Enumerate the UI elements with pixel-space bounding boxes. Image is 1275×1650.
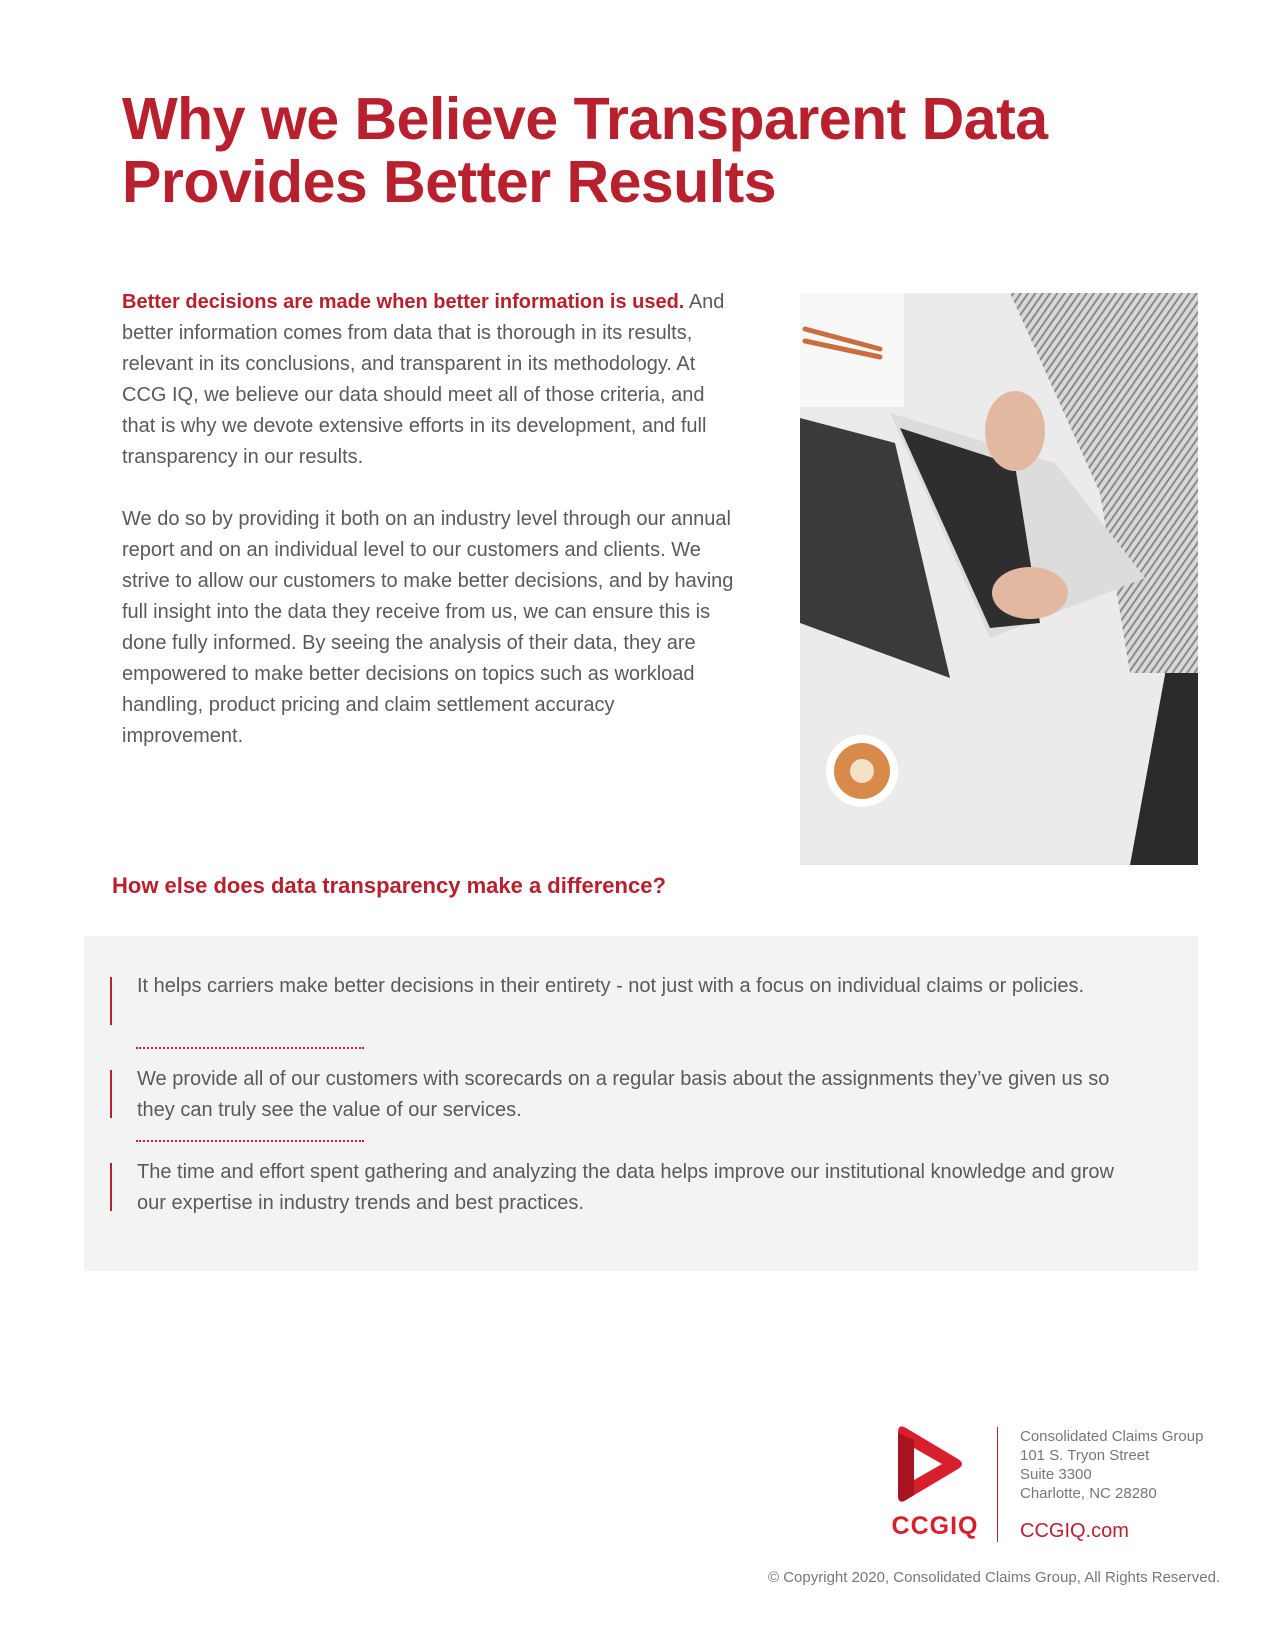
bullet-accent-bar xyxy=(110,977,112,1025)
intro-paragraph-2: We do so by providing it both on an industry level through our annual report and on an individual level to our customers and clients. We strive to allow our customers to make better decisions, and by having full insight into the data they receive from us, we can ensure this is done fully informed. By seeing the analysis of their data, they are empowered to make better decisions on topics such as workload handling, product pricing and claim settlement accuracy improvement. xyxy=(122,508,734,747)
address-street: 101 S. Tryon Street xyxy=(1020,1447,1150,1464)
title-line-1: Why we Believe Transparent Data xyxy=(122,86,1048,152)
website-link[interactable]: CCGIQ.com xyxy=(1020,1520,1129,1542)
section-heading: How else does data transparency make a difference? xyxy=(112,873,666,898)
dotted-divider xyxy=(136,1047,364,1049)
page-title xyxy=(122,88,1122,214)
bullet-accent-bar xyxy=(110,1163,112,1211)
benefit-text: It helps carriers make better decisions in their entirety - not just with a focus on individual claims or policies. xyxy=(137,975,1085,997)
laptop-desk-illustration xyxy=(800,293,1198,865)
address-suite: Suite 3300 xyxy=(1020,1466,1092,1483)
company-address xyxy=(1020,1427,1203,1503)
logo-wordmark: CCGIQ xyxy=(891,1512,979,1540)
ccgiq-logo xyxy=(880,1422,990,1544)
benefit-text: We provide all of our customers with scorecards on a regular basis about the assignments they’ve given us so they can truly see the value of our services. xyxy=(137,1068,1110,1121)
dotted-divider xyxy=(136,1140,364,1142)
benefits-panel xyxy=(84,936,1198,1271)
intro-paragraph-1 xyxy=(122,287,737,473)
address-company: Consolidated Claims Group xyxy=(1020,1428,1204,1445)
address-city: Charlotte, NC 28280 xyxy=(1020,1485,1157,1502)
intro-paragraph-1-rest: And better information comes from data that is thorough in its results, relevant in its conclusions, and transparent in its methodology. At CCG IQ, we believe our data should meet all of those criteria, and that is why we devote extensive efforts in its development, and full transparency in our results. xyxy=(122,291,725,468)
intro-text xyxy=(122,287,737,783)
laptop-desk-photo xyxy=(800,293,1198,865)
title-line-2: Provides Better Results xyxy=(122,149,777,215)
footer-divider xyxy=(997,1427,998,1542)
copyright-notice: © Copyright 2020, Consolidated Claims Group, All Rights Reserved. xyxy=(768,1569,1221,1586)
intro-lead: Better decisions are made when better information is used. xyxy=(122,291,685,313)
benefit-text: The time and effort spent gathering and analyzing the data helps improve our institutional knowledge and grow our expertise in industry trends and best practices. xyxy=(137,1161,1114,1214)
bullet-accent-bar xyxy=(110,1070,112,1118)
